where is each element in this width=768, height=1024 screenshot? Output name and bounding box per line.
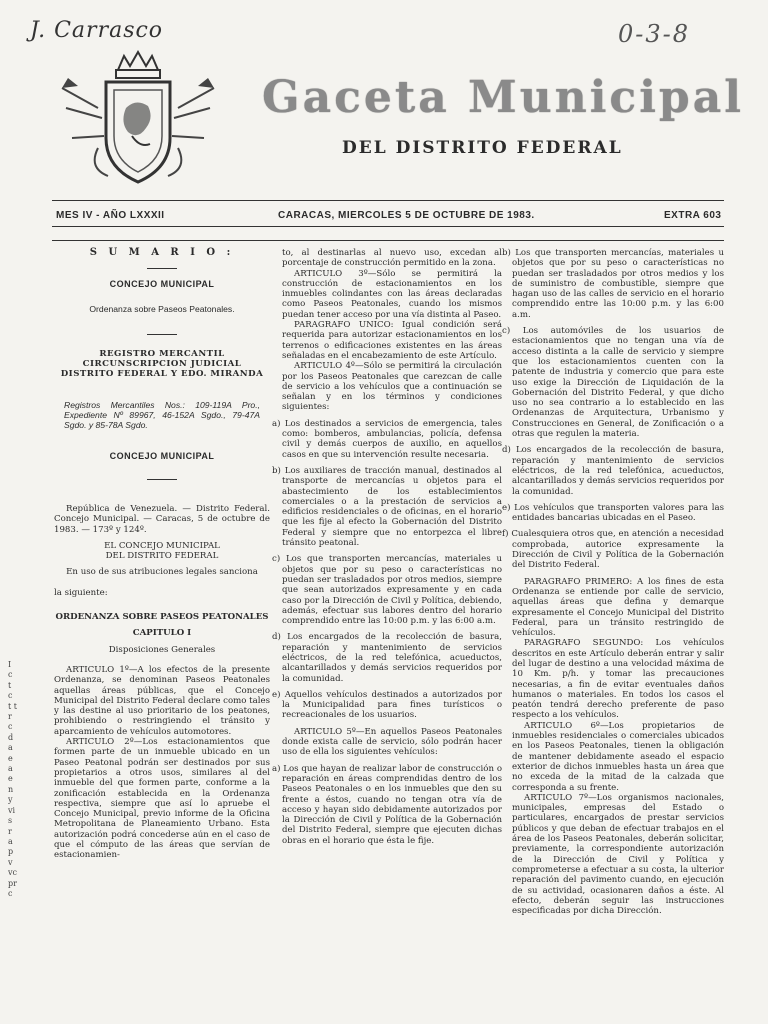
heading: EL CONCEJO MUNICIPAL bbox=[104, 540, 220, 551]
issue-number: EXTRA 603 bbox=[664, 210, 722, 221]
list-item: d) Los encargados de la recolección de basura, reparación y mantenimiento de servicios eléctricos, de la red telefónica, acueductos, alcantarillados y demás servicios requeridos por la comunidad. bbox=[272, 632, 502, 684]
article: ARTICULO 1º—A los efectos de la presente Ordenanza, se denominan Paseos Peatonales aquellas áreas públicas, que el Concejo Municipal del Distrito Federal declare como tales y las destine al uso prioritario de los peatones, prohibiendo o restringiendo el tránsito y aparcamiento de vehículos automotores. bbox=[54, 664, 271, 737]
section-heading: CIRCUNSCRIPCION JUDICIAL bbox=[82, 359, 242, 370]
column-1 bbox=[54, 248, 270, 861]
paragraph: PARAGRAFO SEGUNDO: Los vehículos descritos en este Artículo deberán entrar y salir del lugar de destino a una velocidad máxima de 10 Km. p/h. y tomar las precauciones necesarias, a fin de evitar eventuales daños humanos o materiales. En todos los casos el peatón tendrá derecho preferente de paso respecto a los vehículos. bbox=[512, 638, 724, 721]
paragraph: En uso de sus atribuciones legales sanciona bbox=[66, 567, 258, 578]
divider bbox=[147, 479, 177, 480]
divider bbox=[147, 268, 177, 269]
section-heading: CONCEJO MUNICIPAL bbox=[109, 450, 215, 461]
header-rule-mid bbox=[52, 226, 724, 227]
masthead-subtitle: DEL DISTRITO FEDERAL bbox=[342, 138, 623, 158]
article: ARTICULO 6º—Los propietarios de inmuebles residenciales o comerciales ubicados en los Paseos Peatonales, tienen la obligación de mantener debidamente aseado el espacio exterior de dichos inmuebles hasta un área que no exceda de la mitad de la calzada que corresponda a su frente. bbox=[512, 720, 724, 793]
sumario-title: S U M A R I O : bbox=[89, 247, 235, 258]
masthead-title: Gaceta Municipal bbox=[262, 72, 744, 123]
column-3 bbox=[502, 248, 724, 917]
ordenanza-title: ORDENANZA SOBRE PASEOS PEATONALES bbox=[55, 612, 269, 623]
section-heading: REGISTRO MERCANTIL bbox=[99, 348, 225, 359]
article: ARTICULO 3º—Sólo se permitirá la construcción de estacionamientos en los inmuebles colindantes con las áreas declaradas como Paseos Peatonales, cuando los mismos puedan tener acceso por una vía distinta al Paseo. bbox=[282, 268, 502, 320]
list-item: b) Los auxiliares de tracción manual, destinados al transporte de mercancías u objetos para el abastecimiento de los establecimientos comerciales o a la prestación de servicios a edificios residenciales o de oficinas, en el horario que les fije al efecto la Gobernación del Distrito Federal y siempre que no entorpezca el libre tránsito peatonal. bbox=[272, 465, 502, 549]
paragraph: la siguiente: bbox=[54, 587, 108, 598]
handwritten-note-left: J. Carrasco bbox=[30, 18, 164, 43]
list-item: c) Los automóviles de los usuarios de estacionamientos que no tengan una vía de acceso distinta a la calle de servicio y siempre que los estacionamientos cuenten con la patente de industria y comercio que para este uso exige la Dirección de Liquidación de la Gobernación del Distrito Federal, y que dicho uso no sea contrario a lo establecido en las Ordenanzas de Arquitectura, Urbanismo y Construcciones en General, de Zonificación o a otras que regulen la materia. bbox=[502, 326, 724, 440]
article: ARTICULO 7º—Los organismos nacionales, municipales, empresas del Estado o particulares, encargados de prestar servicios públicos y que deban de efectuar trabajos en el área de los Paseos Peatonales, deberán solicitar, previamente, la correspondiente autorización de la Dirección de Civil y Política y comprometerse a efectuar a su costa, la ulterior reparación del pavimento cuando, en ejecución de su actividad, ocasionaren daños a éste. Al efecto, deberán seguir las instrucciones especificadas por dicha Dirección. bbox=[512, 792, 724, 917]
section-heading: DISTRITO FEDERAL Y EDO. MIRANDA bbox=[60, 369, 264, 380]
issue-date: CARACAS, MIERCOLES 5 DE OCTUBRE DE 1983. bbox=[278, 210, 535, 221]
list-item: e) Los vehículos que transporten valores para las entidades bancarias ubicadas en el Paseo. bbox=[502, 502, 724, 524]
list-item: a) Los destinados a servicios de emergencia, tales como: bomberos, ambulancias, policía, defensa civil y demás cuerpos de auxilio, en aquellos casos en que su intervención resulte necesaria. bbox=[272, 418, 502, 460]
header-rule-top bbox=[52, 200, 724, 201]
heading: DEL DISTRITO FEDERAL bbox=[105, 551, 219, 562]
list-item: b) Los que transporten mercancías, materiales u objetos que por su peso o características no puedan ser trasladados por otros medios y los de suministro de combustible, siempre que hagan uso de las calles de servicio en el horario comprendido entre las 10:00 p.m. y las 6:00 a.m. bbox=[502, 248, 724, 320]
article: ARTICULO 4º—Sólo se permitirá la circulación por los Paseos Peatonales que carezcan de calle de servicio a los vehículos que a continuación se señalan y en los términos y condiciones siguientes: bbox=[282, 361, 502, 413]
list-item: e) Aquellos vehículos destinados a autorizados por la Municipalidad para fines turísticos o recreacionales de los usuarios. bbox=[272, 689, 502, 721]
margin-letters: I c t c t t r c d a e a e n y vi s r a p v vc pr c bbox=[8, 660, 17, 898]
header-rule-bottom bbox=[52, 240, 724, 241]
list-item: c) Los que transporten mercancías, materiales u objetos que por su peso o características no puedan ser trasladados por otros medios, siempre que sean autorizados expresamente y en cada caso por la Dirección de Civil y Política, debiendo, además, efectuar sus labores dentro del horario comprendido entre las 10:00 p.m. y las 6:00 a.m. bbox=[272, 554, 502, 627]
paragraph: to, al destinarlas al nuevo uso, excedan al porcentaje de construcción permitido en la zona. bbox=[282, 248, 502, 269]
paragraph: PARAGRAFO PRIMERO: A los fines de esta Ordenanza se entiende por calle de servicio, aquellas áreas que defina y demarque expresamente el Concejo Municipal del Distrito Federal, para un tránsito restringido de vehículos. bbox=[512, 576, 724, 639]
summary-item: Ordenanza sobre Paseos Peatonales. bbox=[89, 303, 235, 314]
coat-of-arms-icon bbox=[58, 48, 218, 188]
list-item: a) Los que hayan de realizar labor de construcción o reparación en áreas comprendidas dentro de los Paseos Peatonales o en los inmuebles que den su frente a éstos, cuando no tengan otra vía de acceso y hayan sido debidamente autorizados por la Dirección de Civil y Política de la Gobernación del Distrito Federal, siempre que ejecuten dichas obras en el horario que ésta le fije. bbox=[272, 763, 502, 846]
paragraph: República de Venezuela. — Distrito Federal. Concejo Municipal. — Caracas, 5 de octubre de 1983. — 173º y 124º. bbox=[54, 503, 270, 535]
handwritten-note-right: 0-3-8 bbox=[618, 20, 691, 48]
chapter-heading: CAPITULO I bbox=[132, 628, 192, 639]
issue-volume: MES IV - AÑO LXXXII bbox=[56, 210, 165, 221]
column-2 bbox=[272, 248, 502, 846]
divider bbox=[147, 334, 177, 335]
summary-item: Registros Mercantiles Nos.: 109-119A Pro., Expediente Nº 89967, 46-152A Sgdo., 79-47A Sgdo. y 85-78A Sgdo. bbox=[64, 399, 260, 431]
chapter-subheading: Disposiciones Generales bbox=[108, 644, 216, 655]
section-heading: CONCEJO MUNICIPAL bbox=[109, 279, 215, 290]
article: ARTICULO 5º—En aquellos Paseos Peatonales donde exista calle de servicio, sólo podrán hacer uso de ella los siguientes vehículos: bbox=[282, 726, 502, 758]
article: ARTICULO 2º—Los estacionamientos que formen parte de un inmueble ubicado en un Paseo Peatonal podrán ser destinados por sus propietarios a otros usos, similares al del inmueble del que formen parte, conforme a la zonificación establecida en la Ordenanza respectiva, siempre que así lo apruebe el Concejo Municipal, previo informe de la Oficina Metropolitana de Planeamiento Urbano. Esta autorización podrá concederse aún en el caso de que el cómputo de las áreas que servían de estacionamien- bbox=[54, 737, 270, 861]
paragraph: PARAGRAFO UNICO: Igual condición será requerida para autorizar estacionamientos en los terrenos o edificaciones existentes en las áreas señaladas en el encabezamiento de este Artículo. bbox=[282, 320, 502, 361]
list-item: d) Los encargados de la recolección de basura, reparación y mantenimiento de servicios eléctricos, de la red telefónica, acueductos, alcantarillados y demás servicios requeridos por la comunidad. bbox=[502, 445, 724, 497]
list-item: f) Cualesquiera otros que, en atención a necesidad comprobada, autorice expresamente la Dirección de Civil y Política de la Gobernación del Distrito Federal. bbox=[502, 529, 724, 571]
